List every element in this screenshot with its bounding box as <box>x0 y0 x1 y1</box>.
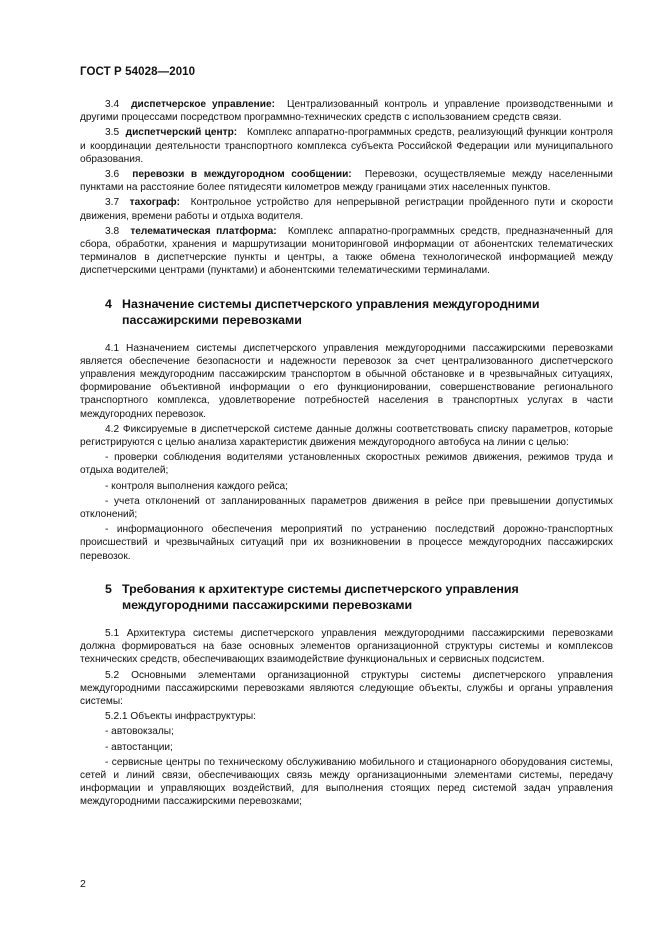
definition-text: Перевозки, осуществляемые между населенными пунктами на расстояние более пятидесяти километров между границами этих населенных пунктов. <box>80 169 613 194</box>
definition-term: диспетчерский центр: <box>125 127 238 139</box>
section-title-line-2: междугородними пассажирскими перевозками <box>122 597 413 612</box>
section-number: 4 <box>105 296 112 311</box>
definition-3-5 <box>80 126 613 166</box>
list-item: - автостанции; <box>105 741 173 753</box>
document-body <box>80 98 613 811</box>
definition-number: 3.8 <box>105 225 120 237</box>
definition-text: Комплекс аппаратно-программных средств, реализующий функции контроля и координации деятельности транспортного комплекса субъекта Российской Федерации или муниципального образования. <box>80 127 613 165</box>
document-header-code: ГОСТ Р 54028—2010 <box>80 66 196 78</box>
definition-text: Комплекс аппаратно-программных средств, предназначенный для сбора, обработки, хранения и маршрутизации мониторинговой информации от абонентских телематических терминалов в диспетчерские пункты и центры, а также обмена технологической информацией между диспетчерскими центрами (пунктами) и абонентскими телематическими терминалами. <box>80 225 613 277</box>
definition-number: 3.5 <box>105 127 120 139</box>
definition-number: 3.4 <box>105 99 120 110</box>
list-item: - автовокзалы; <box>105 726 174 738</box>
list-item: - контроля выполнения каждого рейса; <box>105 480 288 492</box>
list-item: - сервисные центры по техническому обслуживанию мобильного и стационарного оборудования системы, сетей и линий связи, обеспечивающих связь между организационными элементами системы, передачу информации и управляющих воздействий, для выполнения стоящих перед системой задач управления междугородними пассажирскими перевозками; <box>80 756 613 808</box>
page-number: 2 <box>80 878 86 890</box>
definition-term: диспетчерское управление: <box>131 99 275 110</box>
list-item: - учета отклонений от запланированных параметров движения в рейсе при превышении допустимых отклонений; <box>80 495 613 521</box>
definition-term: тахограф: <box>129 197 181 209</box>
paragraph-5-2: 5.2 Основными элементами организационной структуры системы диспетчерского управления междугородними пассажирскими перевозками являются следующие объекты, службы и органы управления системы: <box>80 669 613 707</box>
list-item: - информационного обеспечения мероприятий по устранению последствий дорожно-транспортных происшествий и чрезвычайных ситуаций при их возникновении в процессе междугородних пассажирских перевозок. <box>80 524 613 562</box>
definition-text: Контрольное устройство для непрерывной регистрации пройденного пути и скорости движения, времени работы и отдыха водителя. <box>80 197 613 222</box>
definition-number: 3.7 <box>105 197 120 209</box>
paragraph-5-2-1: 5.2.1 Объекты инфраструктуры: <box>105 711 256 723</box>
section-5-heading <box>105 581 613 613</box>
definition-number: 3.6 <box>105 169 120 181</box>
section-number: 5 <box>105 581 112 596</box>
section-title-line-1: Назначение системы диспетчерского управления междугородними <box>122 296 540 311</box>
definition-3-7 <box>80 196 613 222</box>
section-title-line-1: Требования к архитектуре системы диспетчерского управления <box>122 581 519 596</box>
section-title-line-2: пассажирскими перевозками <box>122 312 302 327</box>
definition-3-6 <box>80 168 613 194</box>
paragraph-4-1: 4.1 Назначением системы диспетчерского управления междугородними пассажирскими перевозками является обеспечение безопасности и надежности перевозок за счет централизованного диспетчерского управления междугородним пассажирским транспортом в обычной обстановке и в чрезвычайных ситуациях, формирование объективной информации о его функционировании, совершенствование регионального транспортного комплекса, удовлетворение потребностей населения в транспортных услугах в части междугородних перевозок. <box>80 342 613 420</box>
paragraph-5-1: 5.1 Архитектура системы диспетчерского управления междугородними пассажирскими перевозками должна формироваться на базе основных элементов организационной структуры системы и комплексов технических средств, обеспечивающих взаимодействие функциональных и сервисных подсистем. <box>80 627 613 666</box>
definition-term: перевозки в междугородном сообщении: <box>132 169 352 181</box>
definition-3-4 <box>80 98 613 124</box>
definition-term: телематическая платформа: <box>130 225 277 237</box>
definition-text: Централизованный контроль и управление производственными и другими процессами посредством программно-технических средств с использованием средств связи. <box>80 99 613 124</box>
paragraph-4-2: 4.2 Фиксируемые в диспетчерской системе данные должны соответствовать списку параметров, которые регистрируются с целью анализа характеристик движения междугородного автобуса на линии с целью: <box>80 423 613 449</box>
section-4-heading <box>105 296 613 328</box>
definition-3-8 <box>80 225 613 278</box>
list-item: - проверки соблюдения водителями установленных скоростных режимов движения, режимов труда и отдыха водителей; <box>80 452 613 477</box>
